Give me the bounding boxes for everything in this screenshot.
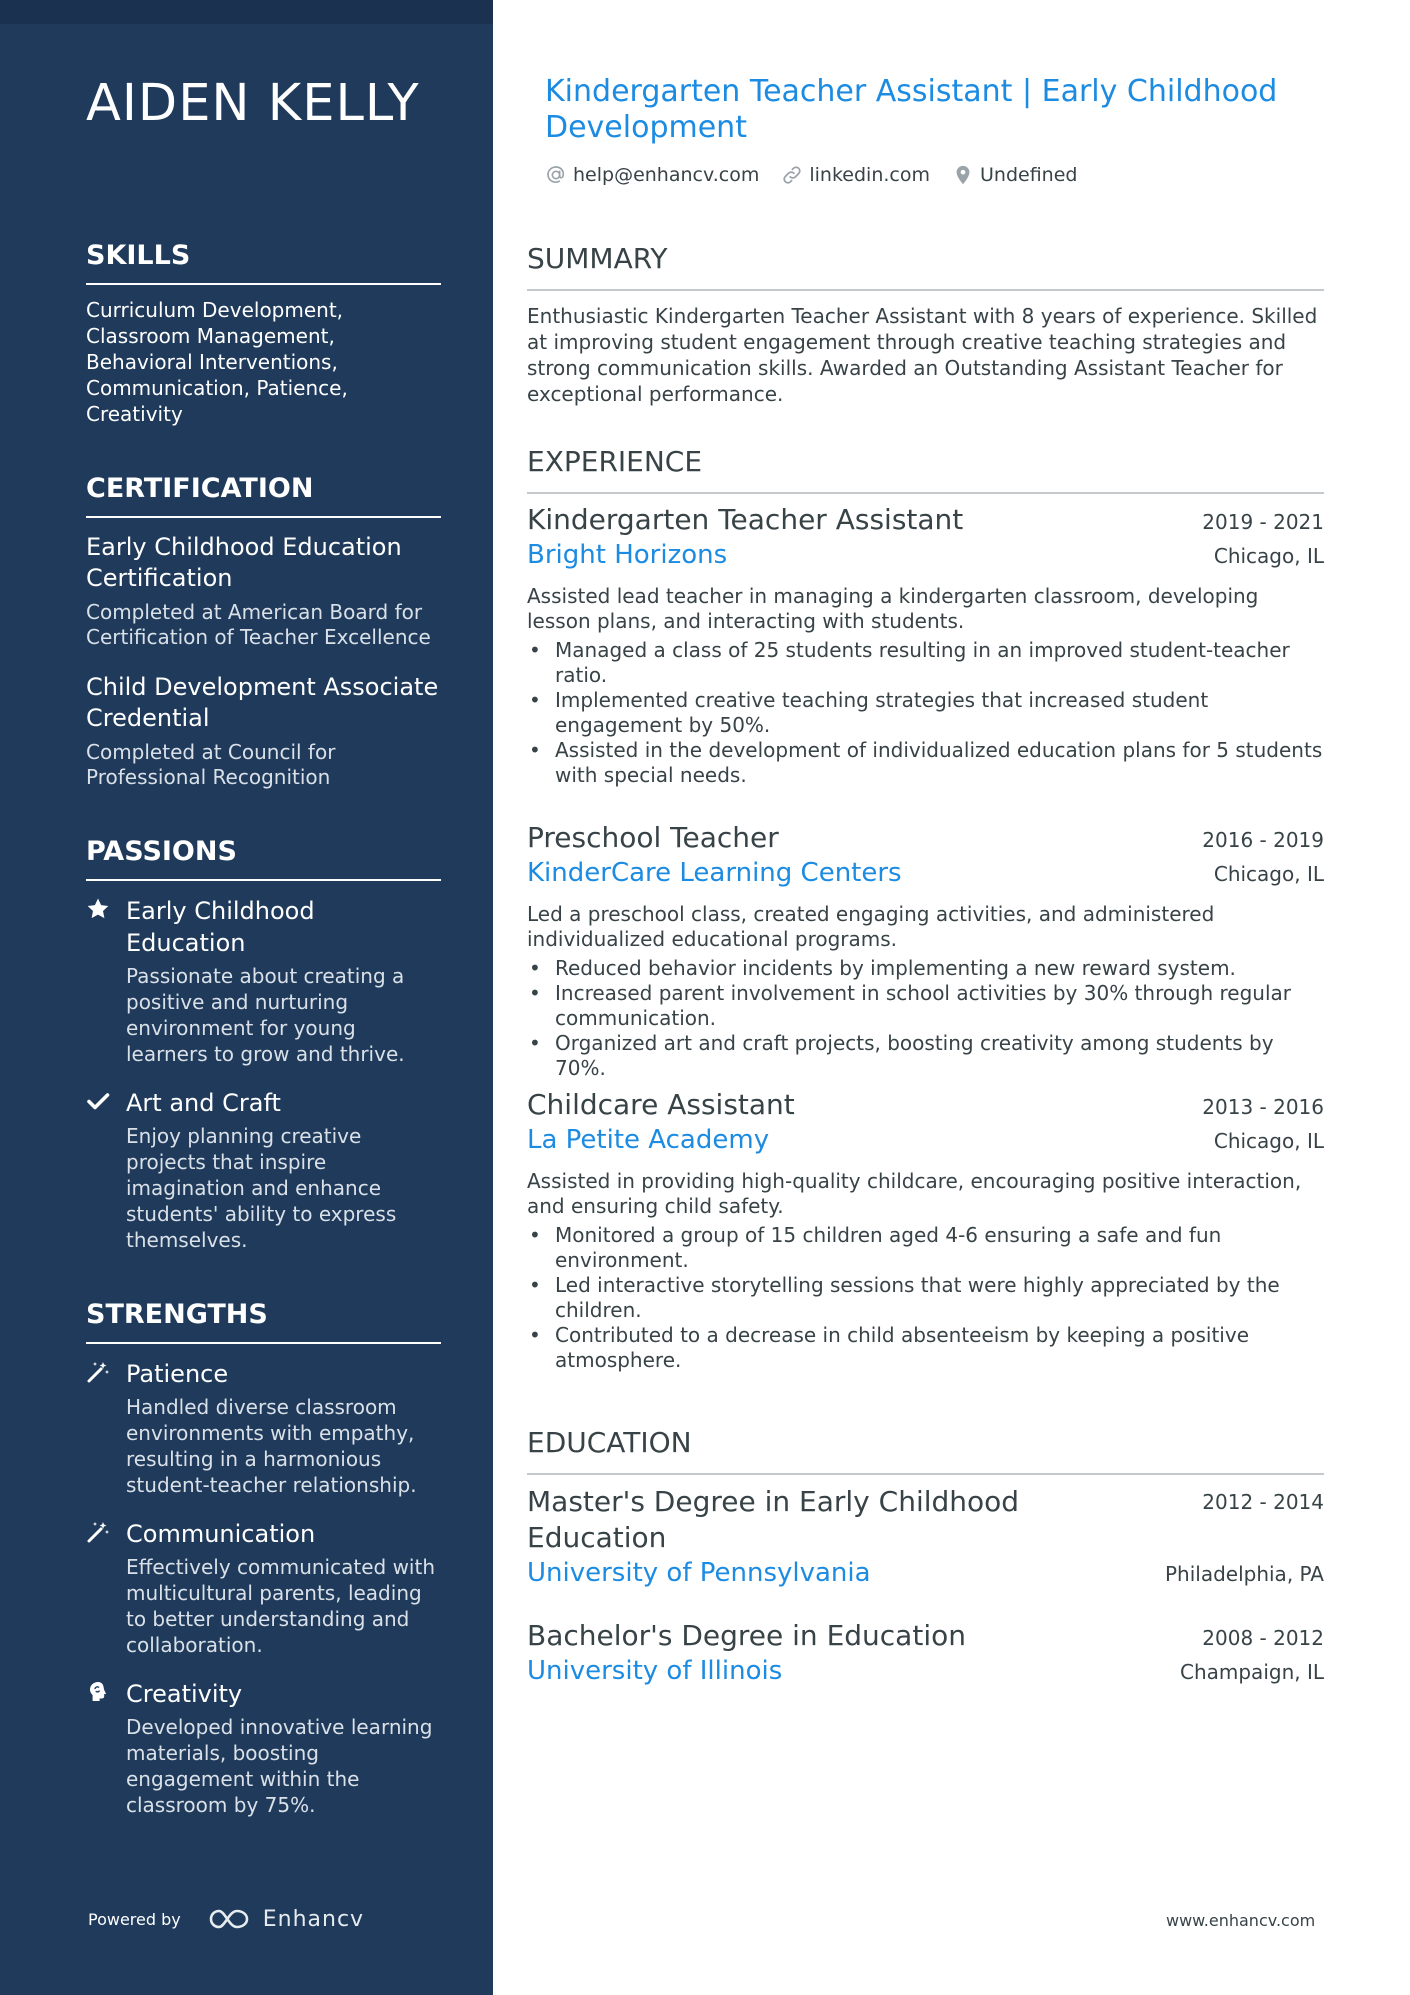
certification-section	[86, 473, 441, 790]
strength-item	[86, 1518, 441, 1658]
certification-desc: Completed at American Board for Certification of Teacher Excellence	[86, 600, 431, 649]
passion-item	[86, 1087, 441, 1253]
job-company: La Petite Academy	[527, 1125, 770, 1155]
footer-url[interactable]: www.enhancv.com	[1166, 1911, 1316, 1930]
contact-linkedin[interactable]	[781, 164, 930, 186]
job-bullet: • Implemented creative teaching strategies that increased student engagement by 50%.	[527, 688, 1324, 738]
experience-title: EXPERIENCE	[527, 445, 1324, 494]
experience-item	[527, 1087, 1324, 1373]
education-item	[527, 1484, 1324, 1590]
contact-email-text: help@enhancv.com	[573, 164, 760, 186]
education-dates: 2008 - 2012	[1202, 1626, 1324, 1650]
school-location: Philadelphia, PA	[1164, 1562, 1324, 1586]
check-icon	[86, 1087, 126, 1253]
sidebar	[0, 0, 493, 1995]
job-description: Assisted in providing high-quality childcare, encouraging positive interaction, and ensuring child safety.	[527, 1169, 1302, 1218]
certification-name: Child Development Associate Credential	[86, 673, 439, 732]
sidebar-content	[86, 240, 441, 1864]
enhancv-logo[interactable]	[207, 1906, 364, 1932]
job-location: Chicago, IL	[1213, 1129, 1324, 1153]
strengths-title: STRENGTHS	[86, 1299, 441, 1344]
job-bullet: • Monitored a group of 15 children aged 4-6 ensuring a safe and fun environment.	[527, 1223, 1324, 1273]
school-location: Champaign, IL	[1179, 1660, 1324, 1684]
strength-title: Patience	[126, 1360, 229, 1388]
education-item	[527, 1618, 1324, 1688]
headline: Kindergarten Teacher Assistant | Early Childhood Development	[545, 74, 1278, 145]
job-dates: 2016 - 2019	[1202, 828, 1324, 852]
certification-item	[86, 532, 441, 650]
powered-by	[88, 1906, 364, 1932]
magic-wand-icon	[86, 1518, 126, 1658]
school-name: University of Pennsylvania	[527, 1558, 871, 1588]
education-title: EDUCATION	[527, 1426, 1324, 1475]
job-title: Preschool Teacher	[527, 821, 779, 854]
job-location: Chicago, IL	[1213, 862, 1324, 886]
skills-section	[86, 240, 441, 427]
passion-desc: Passionate about creating a positive and nurturing environment for young learners to grow and thrive.	[126, 964, 405, 1066]
degree-title: Master's Degree in Early Childhood Education	[527, 1485, 1020, 1554]
job-title: Kindergarten Teacher Assistant	[527, 503, 964, 536]
job-bullet: • Led interactive storytelling sessions that were highly appreciated by the children.	[527, 1273, 1324, 1323]
job-description: Assisted lead teacher in managing a kindergarten classroom, developing lesson plans, and interacting with students.	[527, 584, 1259, 633]
star-icon	[86, 895, 126, 1067]
job-bullet: • Assisted in the development of individualized education plans for 5 students with special needs.	[527, 738, 1324, 788]
summary-text: Enthusiastic Kindergarten Teacher Assistant with 8 years of experience. Skilled at improving student engagement through creative teaching strategies and strong communication skills. Awarded an Outstanding Assistant Teacher for exceptional performance.	[527, 304, 1318, 406]
sidebar-top-band	[0, 0, 493, 24]
certification-item	[86, 672, 441, 790]
strength-item	[86, 1358, 441, 1498]
strength-title: Creativity	[126, 1680, 243, 1708]
contact-email[interactable]	[545, 164, 759, 186]
skills-list: Curriculum Development, Classroom Management, Behavioral Interventions, Communication, Patience, Creativity	[86, 298, 348, 426]
passion-title: Art and Craft	[126, 1089, 281, 1117]
strength-desc: Effectively communicated with multicultural parents, leading to better understanding and collaboration.	[126, 1555, 435, 1657]
education-dates: 2012 - 2014	[1202, 1490, 1324, 1514]
school-name: University of Illinois	[527, 1656, 783, 1686]
certification-name: Early Childhood Education Certification	[86, 533, 402, 592]
contact-bar	[545, 164, 1099, 186]
skills-title: SKILLS	[86, 240, 441, 285]
job-bullets	[527, 956, 1324, 1081]
candidate-name: AIDEN KELLY	[86, 74, 420, 133]
link-icon	[781, 164, 803, 186]
job-bullets	[527, 638, 1324, 788]
summary-title: SUMMARY	[527, 242, 1324, 291]
job-bullet: • Increased parent involvement in school activities by 30% through regular communication.	[527, 981, 1324, 1031]
strength-item	[86, 1678, 441, 1818]
job-company: KinderCare Learning Centers	[527, 858, 902, 888]
at-icon	[545, 164, 567, 186]
job-dates: 2013 - 2016	[1202, 1095, 1324, 1119]
powered-by-label: Powered by	[88, 1909, 181, 1929]
strengths-section	[86, 1299, 441, 1818]
job-bullets	[527, 1223, 1324, 1373]
passion-desc: Enjoy planning creative projects that inspire imagination and enhance students' ability to express themselves.	[126, 1124, 397, 1252]
job-bullet: • Organized art and craft projects, boosting creativity among students by 70%.	[527, 1031, 1324, 1081]
location-pin-icon	[952, 164, 974, 186]
brain-icon	[86, 1678, 126, 1818]
contact-location-text: Undefined	[980, 164, 1078, 186]
strength-desc: Handled diverse classroom environments with empathy, resulting in a harmonious student-teacher relationship.	[126, 1395, 417, 1497]
job-description: Led a preschool class, created engaging activities, and administered individualized educational programs.	[527, 902, 1215, 951]
contact-location	[952, 164, 1077, 186]
strength-title: Communication	[126, 1520, 316, 1548]
infinity-icon	[207, 1906, 255, 1932]
degree-title: Bachelor's Degree in Education	[527, 1619, 966, 1652]
magic-wand-icon	[86, 1358, 126, 1498]
job-bullet: • Managed a class of 25 students resulting in an improved student-teacher ratio.	[527, 638, 1324, 688]
passion-title: Early Childhood Education	[126, 897, 315, 957]
passions-title: PASSIONS	[86, 836, 441, 881]
job-dates: 2019 - 2021	[1202, 510, 1324, 534]
certification-title: CERTIFICATION	[86, 473, 441, 518]
brand-name: Enhancv	[262, 1906, 365, 1932]
passion-item	[86, 895, 441, 1067]
passions-section	[86, 836, 441, 1253]
job-location: Chicago, IL	[1213, 544, 1324, 568]
certification-desc: Completed at Council for Professional Recognition	[86, 740, 336, 789]
strength-desc: Developed innovative learning materials, boosting engagement within the classroom by 75%.	[126, 1715, 433, 1817]
job-company: Bright Horizons	[527, 540, 728, 570]
job-bullet: • Reduced behavior incidents by implementing a new reward system.	[527, 956, 1324, 981]
contact-linkedin-text: linkedin.com	[809, 164, 930, 186]
job-title: Childcare Assistant	[527, 1088, 795, 1121]
experience-item	[527, 502, 1324, 788]
experience-item	[527, 820, 1324, 1081]
job-bullet: • Contributed to a decrease in child absenteeism by keeping a positive atmosphere.	[527, 1323, 1324, 1373]
